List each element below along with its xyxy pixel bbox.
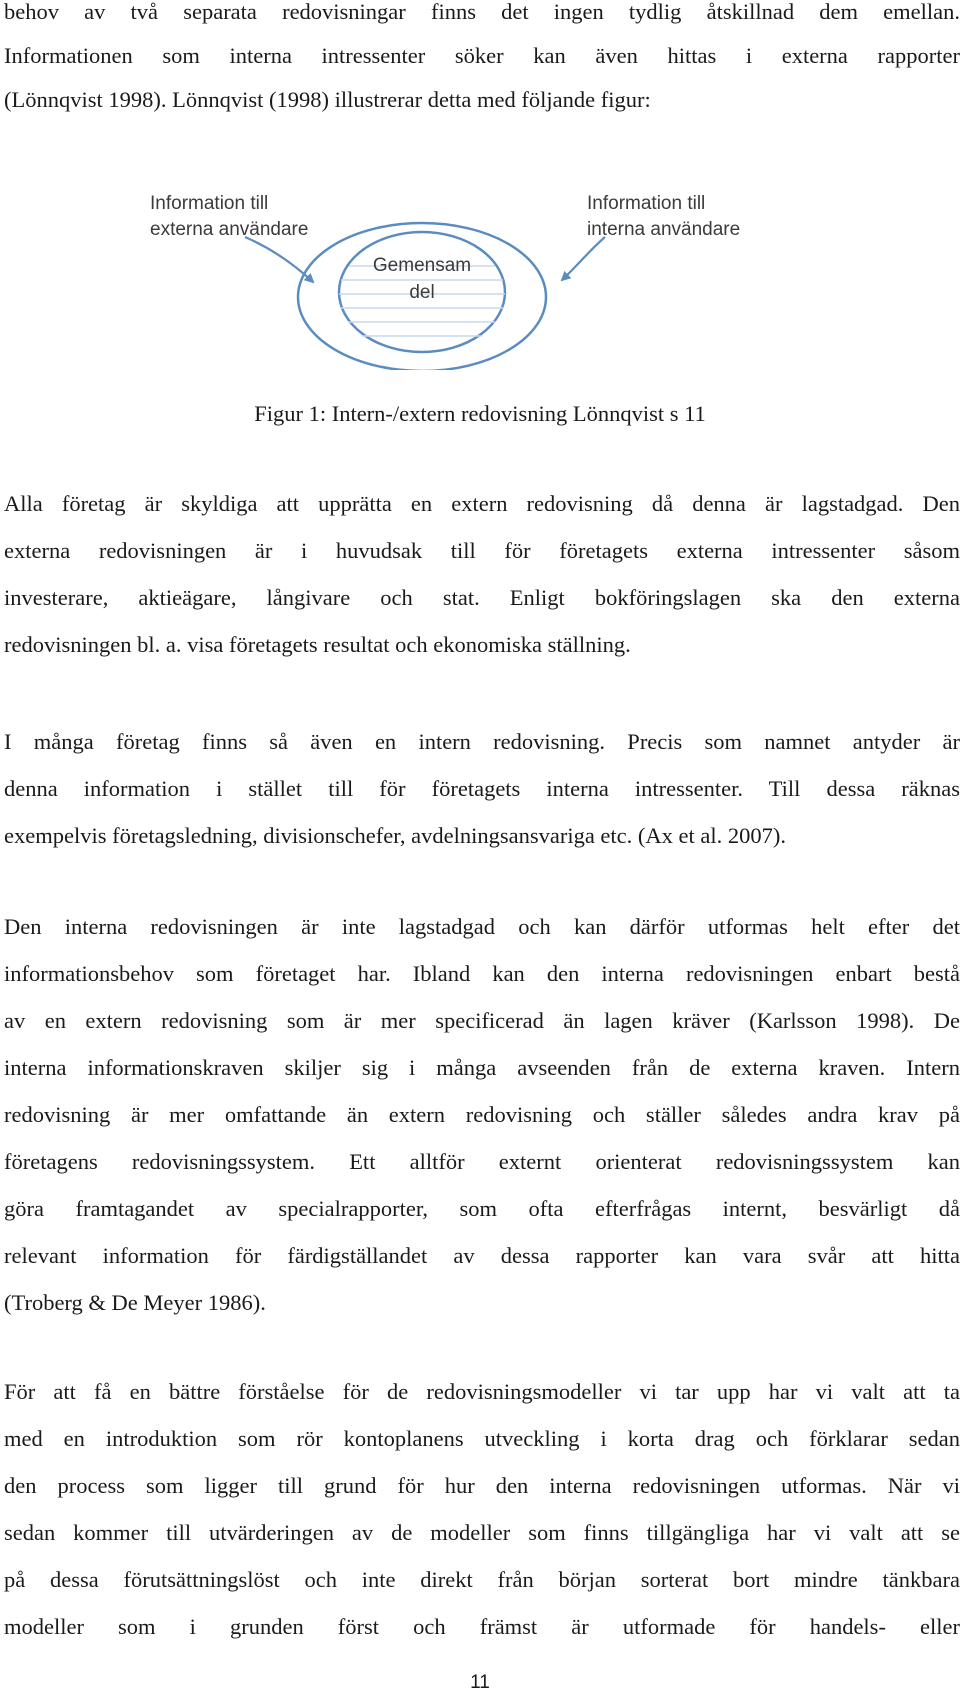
label-common-line2: del [409, 282, 435, 303]
figure-caption: Figur 1: Intern-/extern redovisning Lönnqvist s 11 [254, 401, 706, 426]
text-line: redovisningen bl. a. visa företagets resultat och ekonomiska ställning. [4, 632, 631, 657]
text-line: denna information i stället till för företagets interna intressenter. Till dessa räknas [4, 776, 960, 801]
text-line: redovisning är mer omfattande än extern redovisning och ställer således andra krav på [4, 1102, 960, 1127]
text-line: externa redovisningen är i huvudsak till för företagets externa intressenter såsom [4, 538, 960, 563]
text-line: exempelvis företagsledning, divisionschefer, avdelningsansvariga etc. (Ax et al. 2007). [4, 823, 786, 848]
text-line: Informationen som interna intressenter söker kan även hittas i externa rapporter [4, 43, 960, 68]
text-line: sedan kommer till utvärderingen av de modeller som finns tillgängliga har vi valt att se [4, 1520, 960, 1545]
text-line: företagens redovisningssystem. Ett alltför externt orienterat redovisningssystem kan [4, 1149, 960, 1174]
label-internal-line2: interna användare [587, 219, 741, 240]
text-line: (Lönnqvist 1998). Lönnqvist (1998) illustrerar detta med följande figur: [4, 87, 651, 112]
arrow-internal [562, 237, 605, 280]
label-external-line2: externa användare [150, 219, 309, 240]
text-line: av en extern redovisning som är mer specificerad än lagen kräver (Karlsson 1998). De [4, 1008, 960, 1033]
text-line: relevant information för färdigställandet av dessa rapporter kan vara svår att hitta [4, 1243, 960, 1268]
text-line: investerare, aktieägare, långivare och stat. Enligt bokföringslagen ska den externa [4, 585, 960, 610]
text-line: informationsbehov som företaget har. Ibland kan den interna redovisningen enbart bestå [4, 961, 960, 986]
label-internal: Information till [587, 193, 706, 214]
label-external: Information till [150, 193, 269, 214]
paragraph-2 [4, 718, 960, 859]
venn-diagram-svg [150, 190, 810, 370]
label-common: Gemensam [372, 255, 472, 276]
text-line: (Troberg & De Meyer 1986). [4, 1290, 266, 1315]
text-line: Den interna redovisningen är inte lagstadgad och kan därför utformas helt efter det [4, 914, 960, 939]
paragraph-3 [4, 903, 960, 1326]
text-line: Alla företag är skyldiga att upprätta en extern redovisning då denna är lagstadgad. Den [4, 491, 960, 516]
page-number: 11 [470, 1672, 490, 1693]
text-line: den process som ligger till grund för hur den interna redovisningen utformas. När vi [4, 1473, 960, 1498]
text-line: interna informationskraven skiljer sig i många avseenden från de externa kraven. Intern [4, 1055, 960, 1080]
text-line: För att få en bättre förståelse för de redovisningsmodeller vi tar upp har vi valt att ta [4, 1379, 960, 1404]
paragraph-1 [4, 480, 960, 668]
venn-figure [150, 190, 810, 370]
text-line: göra framtagandet av specialrapporter, som ofta efterfrågas internt, besvärligt då [4, 1196, 960, 1221]
paragraph-intro [4, 0, 960, 122]
text-line: behov av två separata redovisningar finns det ingen tydlig åtskillnad dem emellan. [4, 0, 960, 24]
text-line: med en introduktion som rör kontoplanens utveckling i korta drag och förklarar sedan [4, 1426, 960, 1451]
text-line: modeller som i grunden först och främst är utformade för handels- eller [4, 1614, 960, 1639]
paragraph-4 [4, 1368, 960, 1650]
text-line: på dessa förutsättningslöst och inte direkt från början sorterat bort mindre tänkbara [4, 1567, 960, 1592]
text-line: I många företag finns så även en intern redovisning. Precis som namnet antyder är [4, 729, 960, 754]
